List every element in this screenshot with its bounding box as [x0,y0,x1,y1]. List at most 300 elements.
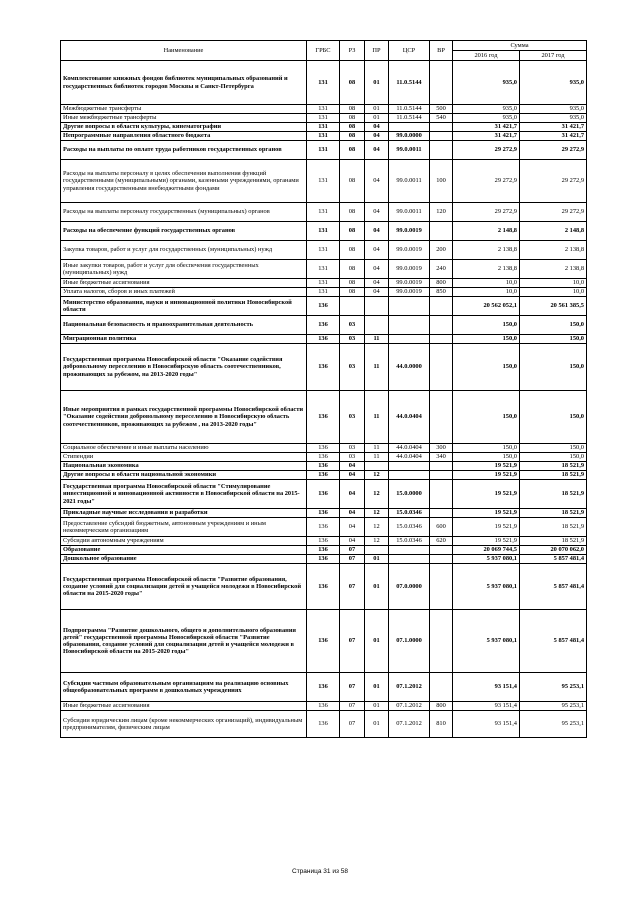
cell-vr [430,462,453,471]
cell-pr: 04 [365,260,389,279]
cell-rz: 04 [340,518,365,537]
cell-csr [389,297,430,316]
cell-pr: 04 [365,279,389,288]
cell-grbs: 131 [307,114,340,123]
cell-rz: 07 [340,711,365,738]
cell-pr: 12 [365,537,389,546]
cell-vr [430,297,453,316]
header-year-2016: 2016 год [453,51,520,61]
cell-name: Предоставление субсидий бюджетным, автономным учреждениям и иным некоммерческим организациям [61,518,307,537]
cell-name: Расходы на выплаты персоналу в целях обеспечения выполнения функций государственными (муниципальными) органами, казенными учреждениями, органами управления государственными внебюджетными фондами [61,160,307,203]
table-row [61,61,587,105]
cell-vr [430,132,453,141]
cell-2016: 935,0 [453,114,520,123]
table-row [61,203,587,222]
table-row [61,391,587,444]
cell-grbs: 136 [307,546,340,555]
cell-vr [430,391,453,444]
cell-2016: 10,0 [453,288,520,297]
cell-2016: 20 562 052,1 [453,297,520,316]
cell-2016: 93 151,4 [453,673,520,702]
cell-vr: 240 [430,260,453,279]
cell-vr [430,316,453,335]
cell-rz: 08 [340,260,365,279]
cell-vr: 100 [430,160,453,203]
cell-pr: 01 [365,711,389,738]
cell-name: Субсидии частным образовательным организациям на реализацию основных общеобразовательных программ в дошкольных учреждениях [61,673,307,702]
table-row [61,288,587,297]
cell-grbs: 136 [307,555,340,564]
cell-vr: 850 [430,288,453,297]
cell-pr: 01 [365,114,389,123]
cell-2017: 2 138,8 [520,241,587,260]
cell-vr [430,555,453,564]
cell-2016: 19 521,9 [453,509,520,518]
cell-csr: 15.0.0000 [389,480,430,509]
cell-2017: 18 521,9 [520,518,587,537]
cell-2017: 150,0 [520,316,587,335]
cell-pr: 01 [365,610,389,673]
cell-name: Другие вопросы в области национальной экономики [61,471,307,480]
cell-pr: 12 [365,509,389,518]
cell-2017: 935,0 [520,105,587,114]
cell-csr: 44.0.0404 [389,444,430,453]
cell-2016: 5 937 080,1 [453,610,520,673]
cell-2017: 10,0 [520,288,587,297]
cell-name: Миграционная политика [61,335,307,344]
cell-2017: 29 272,9 [520,203,587,222]
cell-2016: 20 069 744,5 [453,546,520,555]
cell-2016: 29 272,9 [453,160,520,203]
cell-rz: 07 [340,564,365,610]
cell-2016: 93 151,4 [453,711,520,738]
cell-grbs: 136 [307,711,340,738]
cell-name: Подпрограмма "Развитие дошкольного, общего и дополнительного образования детей" государственной программы Новосибирской области "Развитие образования, создание условий для социализации детей и учащейся молодежи в Новосибирской области на 2015-2020 годы" [61,610,307,673]
cell-grbs: 136 [307,509,340,518]
cell-2016: 93 151,4 [453,702,520,711]
cell-rz: 08 [340,222,365,241]
header-pr: ПР [365,41,389,61]
cell-grbs: 131 [307,160,340,203]
cell-2017: 10,0 [520,279,587,288]
cell-grbs: 136 [307,297,340,316]
cell-vr: 300 [430,444,453,453]
cell-name: Иные бюджетные ассигнования [61,702,307,711]
cell-rz: 04 [340,537,365,546]
cell-grbs: 136 [307,537,340,546]
cell-2016: 5 937 080,1 [453,555,520,564]
cell-rz: 07 [340,555,365,564]
cell-name: Другие вопросы в области культуры, кинематографии [61,123,307,132]
cell-rz: 08 [340,241,365,260]
cell-vr [430,471,453,480]
cell-csr: 99.0.0011 [389,203,430,222]
cell-name: Дошкольное образование [61,555,307,564]
cell-vr: 800 [430,279,453,288]
cell-vr [430,673,453,702]
table-row [61,132,587,141]
cell-vr [430,222,453,241]
table-row [61,673,587,702]
cell-2016: 150,0 [453,444,520,453]
cell-pr: 11 [365,335,389,344]
cell-csr: 99.0.0019 [389,288,430,297]
cell-2016: 5 937 080,1 [453,564,520,610]
cell-name: Комплектование книжных фондов библиотек муниципальных образований и государственных библиотек городов Москвы и Санкт-Петербурга [61,61,307,105]
cell-csr [389,316,430,335]
cell-2017: 5 857 481,4 [520,610,587,673]
cell-csr: 15.0.0346 [389,518,430,537]
cell-name: Субсидии юридическим лицам (кроме некоммерческих организаций), индивидуальным предпринимателям, физическим лицам [61,711,307,738]
table-row [61,555,587,564]
cell-rz: 08 [340,288,365,297]
cell-pr: 01 [365,673,389,702]
cell-vr [430,564,453,610]
cell-grbs: 136 [307,462,340,471]
cell-csr: 44.0.0404 [389,453,430,462]
cell-2017: 95 253,1 [520,702,587,711]
cell-grbs: 136 [307,610,340,673]
table-row [61,480,587,509]
cell-2016: 2 148,8 [453,222,520,241]
cell-pr: 04 [365,241,389,260]
cell-name: Расходы на выплаты персоналу государственных (муниципальных) органов [61,203,307,222]
cell-grbs: 131 [307,61,340,105]
cell-2017: 31 421,7 [520,123,587,132]
cell-2017: 2 138,8 [520,260,587,279]
cell-pr [365,297,389,316]
cell-csr: 44.0.0404 [389,391,430,444]
cell-vr: 800 [430,702,453,711]
cell-grbs: 136 [307,444,340,453]
cell-vr [430,123,453,132]
cell-2017: 150,0 [520,453,587,462]
cell-rz: 08 [340,61,365,105]
cell-2017: 18 521,9 [520,509,587,518]
cell-pr [365,462,389,471]
cell-pr: 12 [365,518,389,537]
header-csr: ЦСР [389,41,430,61]
cell-2017: 18 521,9 [520,462,587,471]
cell-name: Закупка товаров, работ и услуг для государственных (муниципальных) нужд [61,241,307,260]
cell-name: Государственная программа Новосибирской области "Оказание содействия добровольному переселению в Новосибирскую область соотечественников, проживающих за рубежом, на 2013-2020 годы" [61,344,307,391]
cell-rz: 08 [340,105,365,114]
cell-name: Иные закупки товаров, работ и услуг для обеспечения государственных (муниципальных) нужд [61,260,307,279]
cell-csr: 99.0.0000 [389,132,430,141]
cell-name: Прикладные научные исследования и разработки [61,509,307,518]
cell-rz: 08 [340,132,365,141]
cell-pr: 11 [365,444,389,453]
cell-2017: 5 857 481,4 [520,555,587,564]
cell-name: Иные мероприятия в рамках государственной программы Новосибирской области "Оказание содействия добровольному переселению в Новосибирскую область соотечественников, проживающих за рубежом , на 2013-2020 годы" [61,391,307,444]
cell-rz: 07 [340,610,365,673]
cell-vr: 620 [430,537,453,546]
cell-2017: 150,0 [520,344,587,391]
table-row [61,444,587,453]
cell-name: Уплата налогов, сборов и иных платежей [61,288,307,297]
cell-grbs: 136 [307,344,340,391]
cell-name: Государственная программа Новосибирской области "Стимулирование инвестиционной и инновационной активности в Новосибирской области на 2015-2021 годы" [61,480,307,509]
cell-pr: 01 [365,105,389,114]
table-row [61,462,587,471]
cell-name: Субсидии автономным учреждениям [61,537,307,546]
table-row [61,114,587,123]
cell-rz: 04 [340,480,365,509]
table-row [61,537,587,546]
cell-2017: 935,0 [520,61,587,105]
cell-pr [365,316,389,335]
table-row [61,564,587,610]
page-footer: Страница 31 из 58 [292,868,348,875]
cell-vr [430,141,453,160]
budget-table [60,40,587,738]
cell-vr [430,61,453,105]
table-row [61,105,587,114]
cell-grbs: 136 [307,480,340,509]
cell-grbs: 131 [307,123,340,132]
cell-grbs: 136 [307,391,340,444]
cell-name: Расходы на выплаты по оплате труда работников государственных органов [61,141,307,160]
header-grbs: ГРБС [307,41,340,61]
cell-name: Иные межбюджетные трансферты [61,114,307,123]
cell-name: Стипендии [61,453,307,462]
cell-2017: 29 272,9 [520,141,587,160]
cell-vr: 500 [430,105,453,114]
table-row [61,546,587,555]
table-row [61,518,587,537]
cell-rz: 08 [340,114,365,123]
table-row [61,610,587,673]
cell-rz: 08 [340,203,365,222]
header-vr: ВР [430,41,453,61]
cell-csr [389,123,430,132]
table-row [61,344,587,391]
cell-csr: 11.0.5144 [389,61,430,105]
cell-grbs: 136 [307,518,340,537]
cell-grbs: 131 [307,141,340,160]
cell-name: Государственная программа Новосибирской области "Развитие образования, создание условий для социализации детей и учащейся молодежи в Новосибирской области на 2015-2020 годы" [61,564,307,610]
cell-csr [389,546,430,555]
cell-csr: 07.1.0000 [389,610,430,673]
cell-grbs: 136 [307,564,340,610]
cell-2016: 19 521,9 [453,537,520,546]
table-row [61,711,587,738]
cell-name: Образование [61,546,307,555]
cell-pr: 04 [365,132,389,141]
cell-2017: 95 253,1 [520,673,587,702]
header-sum: Сумма [453,41,587,51]
cell-2016: 2 138,8 [453,241,520,260]
cell-csr: 99.0.0019 [389,222,430,241]
cell-2017: 20 070 062,0 [520,546,587,555]
cell-2016: 150,0 [453,391,520,444]
cell-grbs: 131 [307,260,340,279]
cell-rz: 03 [340,335,365,344]
cell-csr: 07.1.2012 [389,673,430,702]
cell-rz: 08 [340,141,365,160]
cell-csr: 07.1.2012 [389,702,430,711]
table-row [61,260,587,279]
cell-pr: 04 [365,288,389,297]
cell-2017: 18 521,9 [520,471,587,480]
table-row [61,141,587,160]
cell-2016: 935,0 [453,105,520,114]
cell-2017: 18 521,9 [520,480,587,509]
cell-grbs: 131 [307,241,340,260]
cell-csr: 07.1.2012 [389,711,430,738]
cell-rz: 04 [340,509,365,518]
cell-2016: 935,0 [453,61,520,105]
cell-grbs: 131 [307,222,340,241]
cell-pr: 11 [365,391,389,444]
cell-csr: 15.0.0346 [389,537,430,546]
cell-pr: 01 [365,702,389,711]
cell-2017: 29 272,9 [520,160,587,203]
cell-pr: 12 [365,480,389,509]
cell-vr [430,610,453,673]
cell-name: Министерство образования, науки и инновационной политики Новосибирской области [61,297,307,316]
cell-rz: 03 [340,453,365,462]
cell-rz: 03 [340,316,365,335]
cell-vr: 600 [430,518,453,537]
cell-rz: 03 [340,391,365,444]
cell-rz: 08 [340,279,365,288]
header-rz: РЗ [340,41,365,61]
cell-pr: 04 [365,160,389,203]
cell-name: Непрограммные направления областного бюджета [61,132,307,141]
cell-rz: 07 [340,702,365,711]
cell-2016: 29 272,9 [453,141,520,160]
cell-vr: 200 [430,241,453,260]
table-row [61,335,587,344]
cell-grbs: 136 [307,316,340,335]
table-body [61,61,587,738]
cell-grbs: 131 [307,203,340,222]
cell-pr: 01 [365,61,389,105]
cell-2016: 19 521,9 [453,518,520,537]
cell-grbs: 136 [307,453,340,462]
cell-rz: 07 [340,673,365,702]
cell-grbs: 136 [307,673,340,702]
cell-name: Иные бюджетные ассигнования [61,279,307,288]
cell-2016: 150,0 [453,335,520,344]
cell-csr: 44.0.0000 [389,344,430,391]
cell-2017: 150,0 [520,444,587,453]
cell-2017: 150,0 [520,335,587,344]
cell-rz: 07 [340,546,365,555]
cell-vr: 540 [430,114,453,123]
cell-vr [430,546,453,555]
cell-csr [389,335,430,344]
cell-csr: 07.0.0000 [389,564,430,610]
cell-csr: 15.0.0346 [389,509,430,518]
cell-csr [389,471,430,480]
cell-csr: 99.0.0019 [389,279,430,288]
cell-vr [430,335,453,344]
table-row [61,702,587,711]
cell-name: Социальное обеспечение и иные выплаты населению [61,444,307,453]
cell-vr [430,480,453,509]
cell-rz: 03 [340,344,365,391]
cell-pr: 01 [365,555,389,564]
cell-grbs: 136 [307,702,340,711]
cell-grbs: 131 [307,279,340,288]
cell-2017: 31 421,7 [520,132,587,141]
cell-rz [340,297,365,316]
table-row [61,316,587,335]
cell-pr: 04 [365,123,389,132]
cell-grbs: 131 [307,132,340,141]
cell-grbs: 136 [307,335,340,344]
table-row [61,453,587,462]
cell-csr [389,555,430,564]
cell-pr: 11 [365,344,389,391]
cell-name: Национальная безопасность и правоохранительная деятельность [61,316,307,335]
cell-vr: 810 [430,711,453,738]
table-row [61,241,587,260]
cell-vr [430,344,453,391]
table-row [61,123,587,132]
cell-rz: 04 [340,462,365,471]
cell-2017: 150,0 [520,391,587,444]
cell-2016: 31 421,7 [453,123,520,132]
cell-pr: 12 [365,471,389,480]
cell-rz: 03 [340,444,365,453]
cell-grbs: 131 [307,105,340,114]
cell-name: Расходы на обеспечение функций государственных органов [61,222,307,241]
cell-csr [389,462,430,471]
cell-2016: 150,0 [453,344,520,391]
cell-rz: 08 [340,160,365,203]
table-header [61,41,587,61]
cell-pr [365,546,389,555]
table-row [61,160,587,203]
cell-rz: 08 [340,123,365,132]
cell-vr: 340 [430,453,453,462]
cell-2016: 31 421,7 [453,132,520,141]
cell-csr: 99.0.0011 [389,160,430,203]
cell-name: Межбюджетные трансферты [61,105,307,114]
cell-rz: 04 [340,471,365,480]
cell-pr: 04 [365,141,389,160]
header-name: Наименование [61,41,307,61]
cell-csr: 99.0.0019 [389,241,430,260]
table-row [61,222,587,241]
cell-2016: 29 272,9 [453,203,520,222]
header-year-2017: 2017 год [520,51,587,61]
cell-pr: 01 [365,564,389,610]
cell-2017: 95 253,1 [520,711,587,738]
cell-csr: 11.0.5144 [389,114,430,123]
cell-2016: 19 521,9 [453,462,520,471]
cell-2016: 10,0 [453,279,520,288]
cell-2016: 150,0 [453,453,520,462]
table-row [61,471,587,480]
cell-2017: 935,0 [520,114,587,123]
cell-2017: 5 857 481,4 [520,564,587,610]
cell-2017: 20 561 385,5 [520,297,587,316]
cell-pr: 04 [365,203,389,222]
table-row [61,279,587,288]
cell-2017: 2 148,8 [520,222,587,241]
cell-csr: 99.0.0019 [389,260,430,279]
cell-vr [430,509,453,518]
table-row [61,509,587,518]
cell-2016: 2 138,8 [453,260,520,279]
cell-pr: 11 [365,453,389,462]
cell-csr: 99.0.0011 [389,141,430,160]
cell-grbs: 136 [307,471,340,480]
